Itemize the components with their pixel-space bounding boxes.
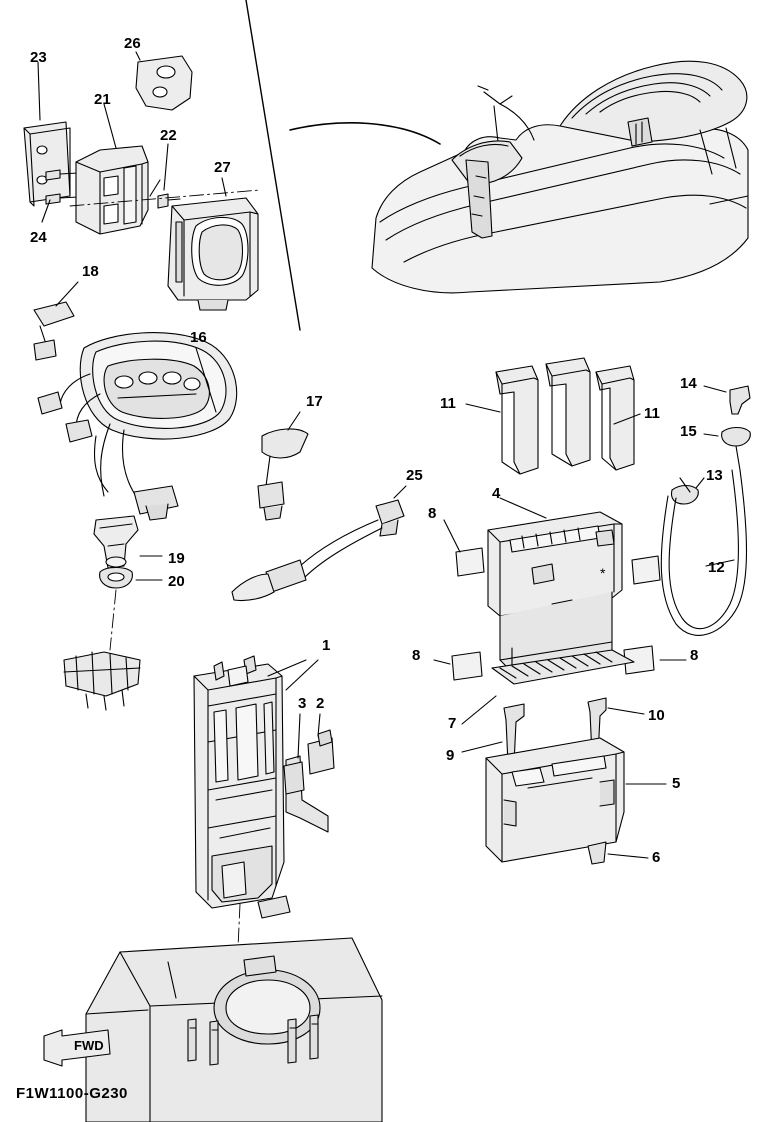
part-6-drain-plug [588, 842, 606, 864]
callout-8-upper-left: 8 [428, 505, 437, 522]
callout-11-right: 11 [644, 405, 660, 422]
diagram-part-code: F1W1100-G230 [16, 1085, 128, 1102]
callout-12: 12 [708, 559, 725, 576]
part-15-clip [722, 428, 751, 471]
callout-27: 27 [214, 159, 231, 176]
callout-20: 20 [168, 573, 185, 590]
part-14-fitting [730, 386, 750, 414]
callout-2: 2 [316, 695, 325, 712]
part-26-remote [136, 56, 192, 110]
callout-7: 7 [448, 715, 457, 732]
svg-text:*: * [600, 565, 606, 581]
part-21-bracket [76, 146, 148, 234]
callout-26: 26 [124, 35, 141, 52]
callout-24: 24 [30, 229, 47, 246]
callout-14: 14 [680, 375, 697, 392]
watercraft-illustration [290, 61, 748, 293]
lower-harness-connectors [64, 652, 140, 710]
part-16-meter [38, 333, 237, 520]
callout-17: 17 [306, 393, 323, 410]
part-19-ignition-switch [94, 516, 138, 568]
part-4-battery [488, 512, 622, 672]
callout-13: 13 [706, 467, 723, 484]
part-23-bracket [24, 122, 70, 206]
callout-3: 3 [298, 695, 307, 712]
callout-5: 5 [672, 775, 681, 792]
part-17-bracket [258, 429, 308, 520]
part-20-nut [100, 568, 133, 589]
part-25-cable [232, 500, 404, 601]
callout-6: 6 [652, 849, 661, 866]
callout-23: 23 [30, 49, 47, 66]
part-1-fuel-pump [194, 656, 334, 908]
hull-deck-section [86, 938, 382, 1122]
callout-21: 21 [94, 91, 111, 108]
callout-9: 9 [446, 747, 455, 764]
callout-4: 4 [492, 485, 501, 502]
callout-15: 15 [680, 423, 697, 440]
callout-19: 19 [168, 550, 185, 567]
part-11-battery-straps [496, 358, 634, 474]
callout-8-lower-right: 8 [690, 647, 699, 664]
part-18-sensor [34, 302, 74, 360]
callout-1: 1 [322, 637, 331, 654]
callout-18: 18 [82, 263, 99, 280]
callout-8-lower-left: 8 [412, 647, 421, 664]
callout-11-left: 11 [440, 395, 456, 412]
callout-22: 22 [160, 127, 177, 144]
callout-25: 25 [406, 467, 423, 484]
callout-16: 16 [190, 329, 207, 346]
callout-10: 10 [648, 707, 665, 724]
fwd-label: FWD [74, 1038, 104, 1053]
part-27-ecu [168, 198, 258, 310]
